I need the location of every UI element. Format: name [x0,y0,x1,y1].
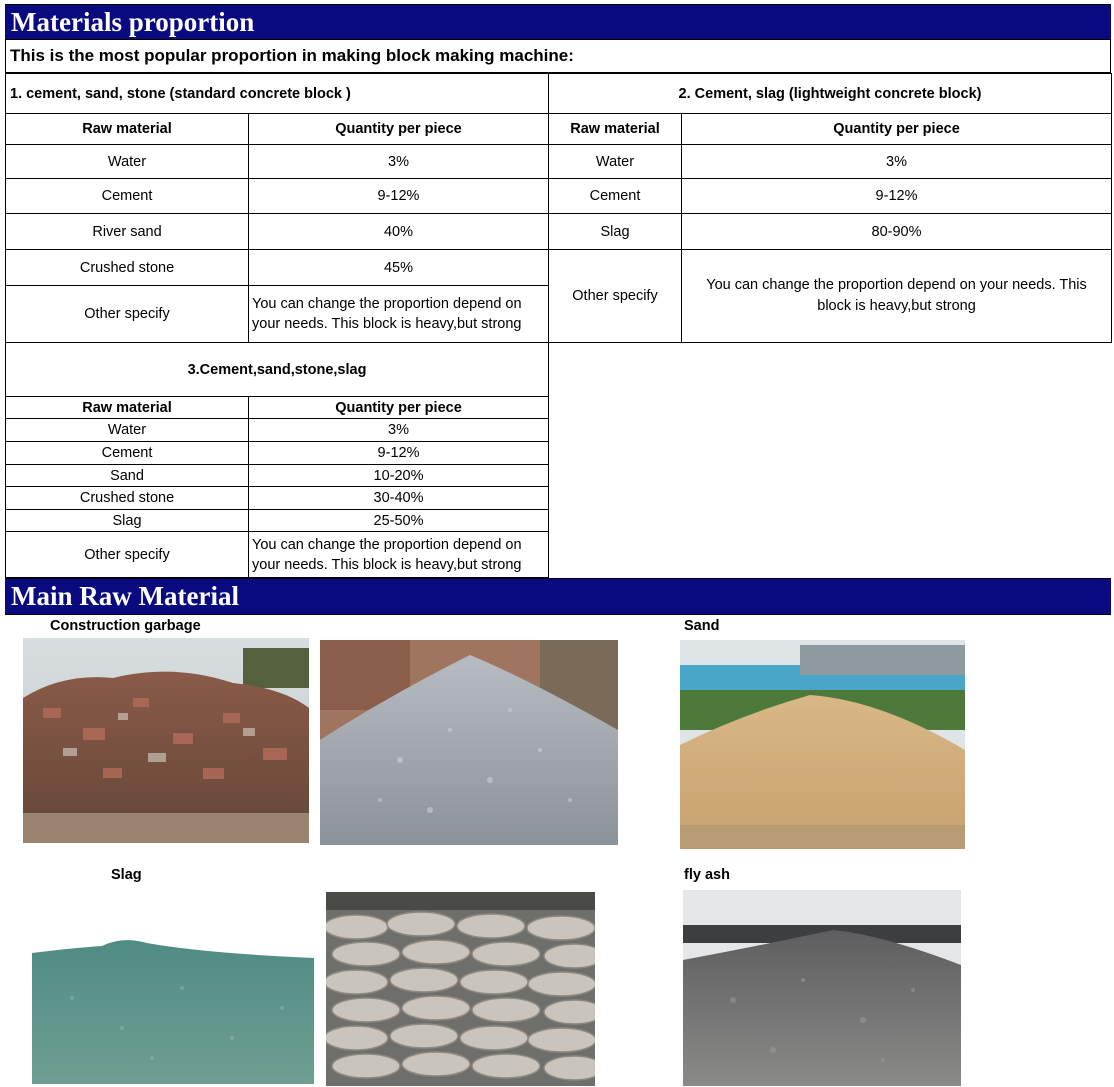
fly-ash-photo [683,890,961,1086]
table-row [6,442,549,465]
quantity-cell: 9-12% [682,179,1112,214]
material-cell: Crushed stone [6,487,249,510]
material-cell: Water [6,145,249,179]
table3-col-quantity: Quantity per piece [249,397,549,419]
caption-fly-ash: fly ash [684,867,730,883]
table-row [6,419,549,442]
caption-sand: Sand [684,618,720,634]
quantity-cell: 25-50% [249,510,549,532]
table2-title: 2. Cement, slag (lightweight concrete block) [549,74,1112,114]
quantity-cell: 9-12% [249,179,549,214]
table-row [6,179,549,214]
table-row [6,214,549,250]
quantity-cell: 10-20% [249,465,549,487]
table1-col-raw-material: Raw material [6,114,249,145]
intro-text: This is the most popular proportion in making block making machine: [5,40,1111,73]
table-cement-sand-stone-slag [5,342,549,578]
material-cell: Water [6,419,249,442]
table3-col-raw-material: Raw material [6,397,249,419]
material-cell: Slag [549,214,682,250]
table-lightweight-concrete-block [548,73,1112,343]
caption-construction-garbage: Construction garbage [50,618,201,634]
table3-title: 3.Cement,sand,stone,slag [6,343,549,397]
material-cell: Other specify [6,532,249,578]
table-row [6,465,549,487]
caption-slag: Slag [111,867,142,883]
table-row [6,510,549,532]
material-cell: Slag [6,510,249,532]
quantity-cell: 3% [249,419,549,442]
quantity-cell: 30-40% [249,487,549,510]
table-standard-concrete-block [5,73,549,343]
table-row [6,250,549,286]
material-cell: Cement [6,442,249,465]
table1-title: 1. cement, sand, stone (standard concrete block ) [6,74,549,114]
table-row [6,532,549,578]
quantity-note-cell: You can change the proportion depend on your needs. This block is heavy,but strong [249,532,549,578]
material-cell: Sand [6,465,249,487]
material-cell: Cement [549,179,682,214]
quantity-cell: 3% [682,145,1112,179]
material-cell: Cement [6,179,249,214]
material-cell: Crushed stone [6,250,249,286]
quantity-cell: 3% [249,145,549,179]
slag-pile-photo [32,938,314,1084]
quantity-cell: 40% [249,214,549,250]
quantity-note-cell: You can change the proportion depend on your needs. This block is heavy,but strong [249,286,549,343]
table-row [6,286,549,343]
quantity-cell: 9-12% [249,442,549,465]
material-cell: Other specify [6,286,249,343]
table-row [6,145,549,179]
gravel-pile-photo [320,640,618,845]
quantity-cell: 80-90% [682,214,1112,250]
sand-pile-photo [680,640,965,849]
table2-col-raw-material: Raw material [549,114,682,145]
material-cell: Water [549,145,682,179]
table1-col-quantity: Quantity per piece [249,114,549,145]
table-row [6,487,549,510]
material-cell: Other specify [549,250,682,343]
table-row [549,179,1112,214]
table2-col-quantity: Quantity per piece [682,114,1112,145]
table-row [549,145,1112,179]
construction-garbage-photo [23,638,309,843]
main-raw-material-header: Main Raw Material [5,578,1111,615]
table-row [549,214,1112,250]
materials-proportion-header: Materials proportion [5,4,1111,40]
quantity-note-cell: You can change the proportion depend on your needs. This block is heavy,but strong [682,250,1112,343]
table-row [549,250,1112,343]
material-cell: River sand [6,214,249,250]
cement-bags-photo [326,892,595,1086]
quantity-cell: 45% [249,250,549,286]
